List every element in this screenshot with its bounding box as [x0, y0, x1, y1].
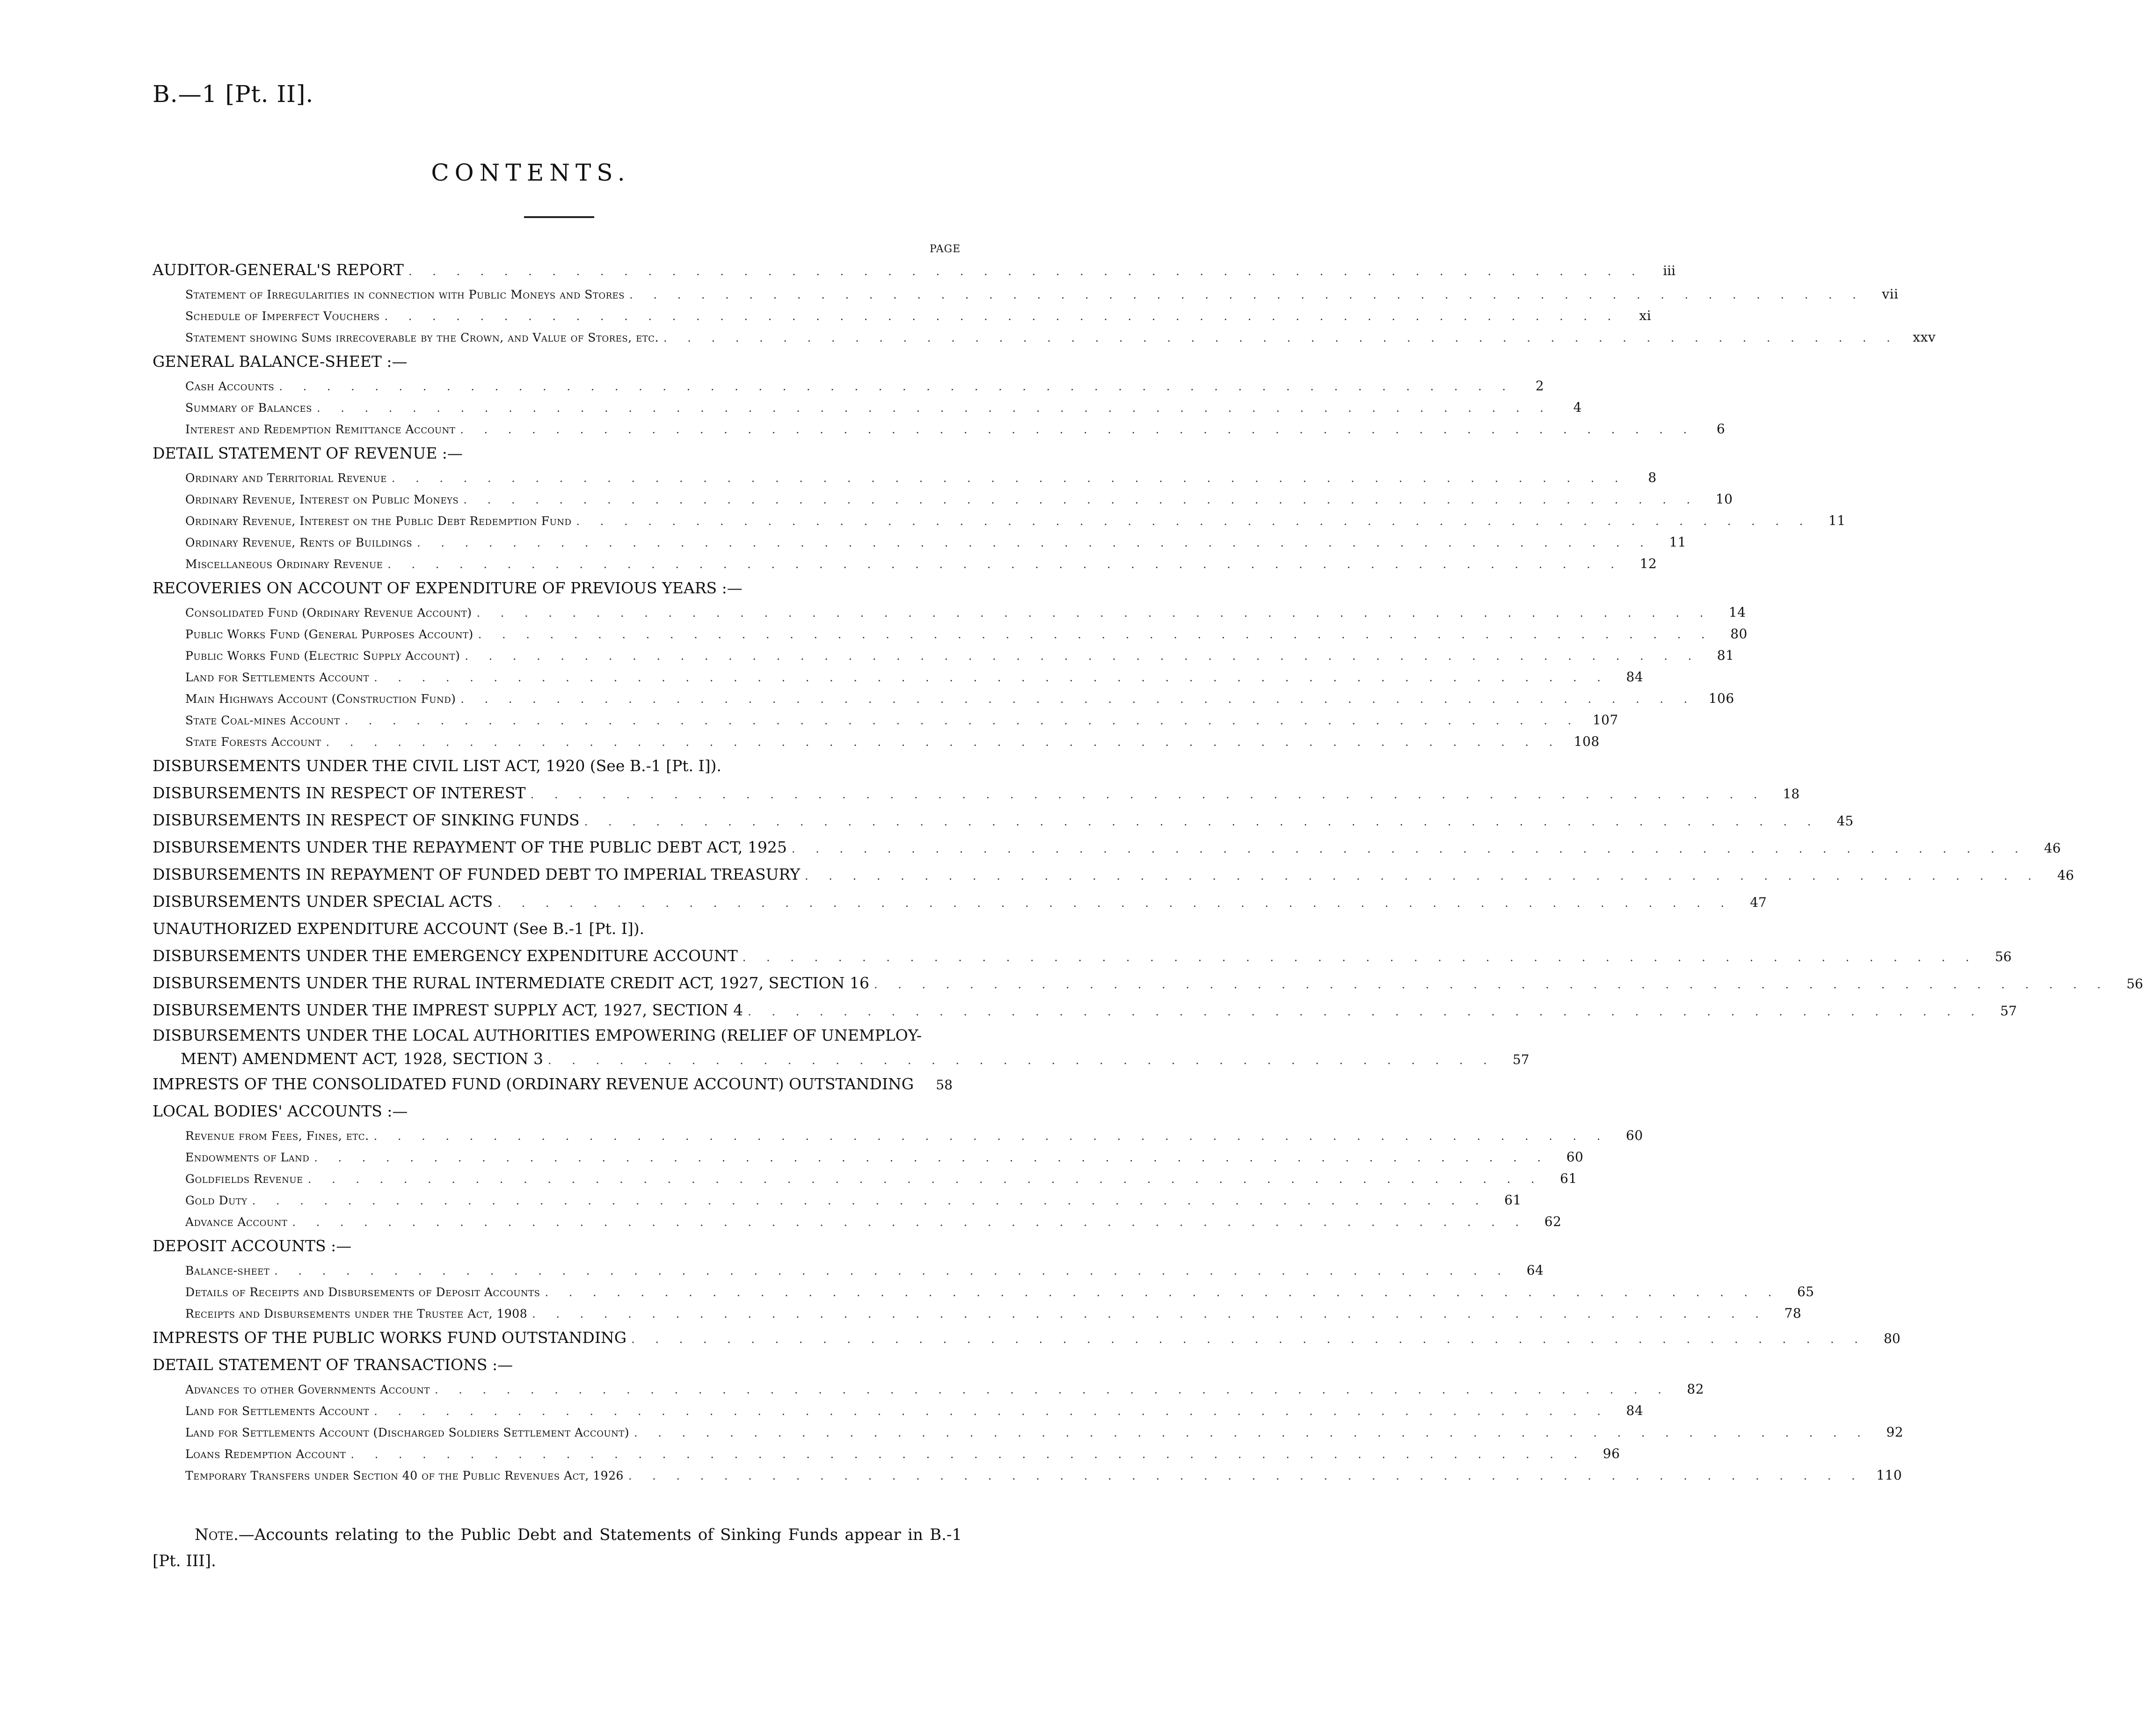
contents-entry [153, 305, 1652, 327]
entry-page-number: 14 [1728, 605, 1746, 620]
contents-entry [153, 731, 1600, 752]
leader-dots: . . . . . . . . . . . . . . . . . . . . . . . . . . . . . . . . . . . . . . . . . . . . . . . . . . . . [387, 558, 1623, 571]
contents-heading [153, 1071, 962, 1098]
leader-dots: . . . . . . . . . . . . . . . . . . . . . . . . . . . . . . . . . . . . . . . . . . . . . . . . . . . . [629, 288, 1865, 301]
contents-heading [153, 780, 1800, 807]
leader-dots: . . . . . . . . . . . . . . . . . . . . . . . . . . . . . . . . . . . . . . . . . . . . . . . . . . . . [314, 1151, 1550, 1164]
entry-label: DETAIL STATEMENT OF TRANSACTIONS :— [153, 1356, 513, 1374]
leader-dots: . . . . . . . . . . . . . . . . . . . . . . . . . . . . . . . . . . . . . . . . . . . . . . . . . . . . [805, 869, 2040, 883]
contents-entry [153, 1168, 1577, 1189]
entry-page-number: 56 [2126, 976, 2143, 992]
leader-dots: . . . . . . . . . . . . . . . . . . . . . . . . . . . . . . . . . . . . . . . . . . . . . . . . . . . . [663, 331, 1899, 344]
entry-page-number: 11 [1669, 534, 1687, 550]
contents-entry [153, 1211, 1562, 1233]
entry-label: Public Works Fund (Electric Supply Account) [185, 649, 460, 663]
page-column-label: PAGE [929, 243, 961, 255]
entry-page-number: 62 [1544, 1214, 1562, 1229]
leader-dots: . . . . . . . . . . . . . . . . . . . . . . . . . . . . . . . . . . . . . . . . . . . . . . . . . . . . [628, 1469, 1864, 1482]
note-lead: Note. [195, 1525, 239, 1544]
wrapped-entry-line2: MENT) AMENDMENT ACT, 1928, SECTION 3 [181, 1050, 544, 1068]
contents-heading [153, 1098, 962, 1125]
entry-page-number: 60 [1626, 1128, 1643, 1143]
entry-page-number: xxv [1913, 329, 1936, 345]
contents-entry [153, 467, 1657, 489]
leader-dots: . . . . . . . . . . . . . . . . . . . . . . . . . . . . . . . . . . . . . . . . . . . . . . . . . . . . [460, 423, 1696, 436]
title-rule [524, 216, 594, 218]
contents-heading [153, 834, 2061, 861]
entry-label: DEPOSIT ACCOUNTS :— [153, 1237, 352, 1255]
contents-heading [153, 807, 1854, 834]
contents-heading [153, 440, 962, 467]
entry-label: UNAUTHORIZED EXPENDITURE ACCOUNT (See B.-1 [Pt. I]). [153, 919, 645, 938]
entry-label: Ordinary Revenue, Rents of Buildings [185, 536, 413, 549]
contents-entry [153, 1379, 1704, 1400]
contents-entry [153, 1443, 1620, 1465]
entry-page-number: 65 [1797, 1284, 1814, 1299]
entry-page-number: 107 [1592, 712, 1618, 728]
contents-entry [153, 1281, 1814, 1303]
entry-page-number: 56 [1995, 949, 2012, 964]
document-reference: B.—1 [Pt. II]. [153, 80, 314, 108]
leader-dots: . . . . . . . . . . . . . . . . . . . . . . . . . . . . . . . . . . . . . . . . . . . . . . . . . . . . [344, 714, 1580, 727]
contents-heading [153, 1324, 1901, 1351]
entry-label: GENERAL BALANCE-SHEET :— [153, 352, 408, 371]
leader-dots: . . . . . . . . . . . . . . . . . . . . . . . . . . . . . . . . . . . . . . . . . . . . . . . . . . . . [476, 606, 1712, 620]
contents-entry [153, 510, 1846, 532]
leader-dots: . . . . . . . . . . . . . . . . . . . . . . . . . . . . . . . . . . . . . . . . . . . . . . . . . . . . [373, 1130, 1609, 1143]
entry-page-number: 47 [1750, 895, 1767, 910]
entry-label: DETAIL STATEMENT OF REVENUE :— [153, 444, 463, 462]
contents-entry [153, 284, 1899, 305]
entry-label: Schedule of Imperfect Vouchers [185, 309, 380, 323]
leader-dots: . . . . . . . . . . . . . . . . . . . . . . . . . . . . . . . . . . . . . . . . . . . . . . . . . . . . [292, 1216, 1528, 1229]
entry-label: Endowments of Land [185, 1151, 310, 1164]
entry-label: DISBURSEMENTS UNDER THE IMPREST SUPPLY ACT, 1927, SECTION 4 [153, 1001, 743, 1019]
entry-label: AUDITOR-GENERAL'S REPORT [153, 261, 404, 279]
leader-dots: . . . . . . . . . . . . . . . . . . . . . . . . . . . . . . . . . . . . . . . . . . . . . . . . . . . . [384, 310, 1620, 323]
entry-page-number: 106 [1708, 691, 1734, 706]
leader-dots: . . . . . . . . . . . . . . . . . . . . . . . . . . . . . . . . . . . . . . . . . . . . . . . . . . . . [408, 265, 1644, 278]
entry-label: DISBURSEMENTS UNDER THE CIVIL LIST ACT, 1920 (See B.-1 [Pt. I]). [153, 757, 721, 775]
leader-dots: . . . . . . . . . . . . . . . . . . . . . . . . . . . . . . . . . . . . . . . . . . . . . . . . . . . . [748, 1005, 1983, 1018]
leader-dots: . . . . . . . . . . . . . . . . . . . . . . . . . . . . . . . . . . . . . . . . . . . . . . . . . . . . [274, 1264, 1510, 1277]
leader-dots: . . . . . . . . . . . . . . . . . . . . . . . . . . . . . . . . . . . . . . . . . . . . . . . . . . . . [307, 1173, 1543, 1186]
entry-label: LOCAL BODIES' ACCOUNTS :— [153, 1102, 408, 1120]
entry-label: DISBURSEMENTS IN RESPECT OF SINKING FUNDS [153, 811, 580, 829]
entry-label: Ordinary and Territorial Revenue [185, 471, 387, 485]
entry-label: Miscellaneous Ordinary Revenue [185, 557, 383, 571]
contents-entry [153, 1146, 1584, 1168]
contents-entry [153, 645, 1734, 666]
entry-page-number: 8 [1648, 470, 1657, 485]
entry-label: Advances to other Governments Account [185, 1383, 430, 1396]
entry-label: DISBURSEMENTS IN REPAYMENT OF FUNDED DEBT TO IMPERIAL TREASURY [153, 865, 801, 883]
leader-dots: . . . . . . . . . . . . . . . . . . . . . . . . . . . . . . . . . . . . . . . . . . . . . . . . . . . . [874, 978, 2109, 991]
entry-label: Land for Settlements Account (Discharged Soldiers Settlement Account) [185, 1426, 630, 1439]
leader-dots: . . . . . . . . . . . . . . . . . . . . . . . . . . . . . . . . . . . . . . . . . . . . . . . . . . . . [374, 671, 1609, 684]
contents-heading [153, 348, 962, 375]
leader-dots: . . . . . . . . . . . . . . . . . . . . . . . . . . . . . . . . . . . . . . . . . . . . . . . . . . . . [317, 401, 1552, 415]
entry-label: Ordinary Revenue, Interest on Public Moneys [185, 493, 459, 506]
contents-entry [153, 623, 1748, 645]
entry-label: Summary of Balances [185, 401, 312, 415]
leader-dots: . . . . . . . . . . . . . . . . . . . . . . . . . . . . . . . . . . . . . . . . [548, 1054, 1495, 1067]
entry-label: Ordinary Revenue, Interest on the Public Debt Redemption Fund [185, 514, 572, 528]
leader-dots: . . . . . . . . . . . . . . . . . . . . . . . . . . . . . . . . . . . . . . . . . . . . . . . . . . . . [465, 649, 1700, 663]
entry-page-number: 58 [936, 1077, 953, 1093]
contents-list [153, 256, 2143, 1486]
contents-entry [153, 1465, 1902, 1486]
entry-label: Statement showing Sums irrecoverable by the Crown, and Value of Stores, etc. [185, 331, 659, 344]
entry-label: DISBURSEMENTS UNDER SPECIAL ACTS [153, 892, 493, 911]
entry-page-number: 84 [1626, 1403, 1644, 1418]
leader-dots: . . . . . . . . . . . . . . . . . . . . . . . . . . . . . . . . . . . . . . . . . . . . . . . . . . . . [374, 1405, 1609, 1418]
contents-heading [153, 915, 962, 942]
entry-page-number: 11 [1828, 513, 1846, 528]
contents-entry [153, 1303, 1802, 1324]
entry-page-number: 110 [1876, 1467, 1902, 1483]
entry-page-number: 82 [1687, 1381, 1704, 1397]
entry-label: Temporary Transfers under Section 40 of the Public Revenues Act, 1926 [185, 1469, 624, 1482]
entry-page-number: 18 [1783, 786, 1800, 802]
entry-label: DISBURSEMENTS IN RESPECT OF INTEREST [153, 784, 526, 802]
entry-page-number: 92 [1886, 1424, 1904, 1440]
entry-label: DISBURSEMENTS UNDER THE RURAL INTERMEDIATE CREDIT ACT, 1927, SECTION 16 [153, 974, 869, 992]
contents-entry [153, 1400, 1644, 1422]
entry-page-number: 78 [1784, 1306, 1802, 1321]
entry-label: Receipts and Disbursements under the Trustee Act, 1908 [185, 1307, 528, 1320]
contents-entry [153, 1260, 1544, 1281]
entry-label: State Forests Account [185, 735, 321, 749]
entry-label: Consolidated Fund (Ordinary Revenue Account) [185, 606, 472, 620]
leader-dots: . . . . . . . . . . . . . . . . . . . . . . . . . . . . . . . . . . . . . . . . . . . . . . . . . . . . [252, 1194, 1487, 1207]
entry-page-number: 80 [1730, 626, 1748, 642]
entry-label: Advance Account [185, 1215, 288, 1229]
entry-label: RECOVERIES ON ACCOUNT OF EXPENDITURE OF PREVIOUS YEARS :— [153, 579, 743, 597]
entry-label: Goldfields Revenue [185, 1172, 303, 1186]
entry-page-number: 64 [1526, 1262, 1544, 1278]
leader-dots: . . . . . . . . . . . . . . . . . . . . . . . . . . . . . . . . . . . . . . . . . . . . . . . . . . . . [530, 788, 1766, 801]
leader-dots: . . . . . . . . . . . . . . . . . . . . . . . . . . . . . . . . . . . . . . . . . . . . . . . . . . . . [791, 842, 2027, 855]
entry-page-number: 84 [1626, 669, 1644, 685]
contents-heading [153, 888, 1767, 915]
leader-dots: . . . . . . . . . . . . . . . . . . . . . . . . . . . . . . . . . . . . . . . . . . . . . . . . . . . . [545, 1286, 1780, 1299]
leader-dots: . . . . . . . . . . . . . . . . . . . . . . . . . . . . . . . . . . . . . . . . . . . . . . . . . . . . [497, 897, 1733, 910]
contents-section-b [153, 1071, 1904, 1486]
contents-entry [153, 375, 1544, 397]
entry-page-number: 4 [1573, 400, 1582, 415]
entry-label: Statement of Irregularities in connection with Public Moneys and Stores [185, 288, 625, 301]
contents-entry [153, 1422, 1904, 1443]
entry-label: Details of Receipts and Disbursements of Deposit Accounts [185, 1285, 540, 1299]
note-text: —Accounts relating to the Public Debt and Statements of Sinking Funds appear in B.-1 [Pt. III]. [153, 1525, 962, 1570]
contents-entry [153, 532, 1687, 553]
entry-label: Gold Duty [185, 1194, 248, 1207]
entry-label: Revenue from Fees, Fines, etc. [185, 1129, 369, 1143]
leader-dots: . . . . . . . . . . . . . . . . . . . . . . . . . . . . . . . . . . . . . . . . . . . . . . . . . . . . [350, 1448, 1586, 1461]
entry-page-number: 57 [1512, 1052, 1530, 1067]
leader-dots: . . . . . . . . . . . . . . . . . . . . . . . . . . . . . . . . . . . . . . . . . . . . . . . . . . . . [576, 515, 1812, 528]
entry-page-number: 57 [2000, 1003, 2017, 1019]
entry-page-number: 46 [2044, 840, 2061, 856]
contents-heading [153, 970, 2143, 997]
leader-dots: . . . . . . . . . . . . . . . . . . . . . . . . . . . . . . . . . . . . . . . . . . . . . . . . . . . . [463, 493, 1699, 506]
contents-entry [153, 709, 1618, 731]
contents-entry [153, 489, 1733, 510]
contents-entry [153, 327, 1936, 348]
contents-heading [153, 575, 962, 602]
leader-dots: . . . . . . . . . . . . . . . . . . . . . . . . . . . . . . . . . . . . . . . . . . . . . . . . . . . . [417, 536, 1652, 549]
entry-page-number: 80 [1884, 1331, 1901, 1346]
entry-label: State Coal-mines Account [185, 714, 340, 727]
contents-heading [153, 256, 1676, 284]
entry-label: IMPRESTS OF THE CONSOLIDATED FUND (ORDINARY REVENUE ACCOUNT) OUTSTANDING [153, 1075, 914, 1093]
contents-heading [153, 752, 962, 780]
entry-page-number: 2 [1535, 378, 1544, 394]
contents-entry [153, 1125, 1643, 1146]
leader-dots: . . . . . . . . . . . . . . . . . . . . . . . . . . . . . . . . . . . . . . . . . . . . . . . . . . . . [532, 1307, 1767, 1320]
entry-label: DISBURSEMENTS UNDER THE EMERGENCY EXPENDITURE ACCOUNT [153, 947, 738, 965]
entry-label: Loans Redemption Account [185, 1447, 346, 1461]
contents-entry [153, 688, 1734, 709]
contents-heading [153, 1351, 962, 1379]
entry-page-number: 61 [1504, 1192, 1522, 1208]
contents-heading [153, 1233, 962, 1260]
entry-label: Main Highways Account (Construction Fund) [185, 692, 456, 706]
entry-page-number: 108 [1573, 734, 1600, 749]
footnote [153, 1522, 962, 1574]
contents-section-a [153, 256, 2143, 1024]
contents-heading [153, 997, 2017, 1024]
leader-dots: . . . . . . . . . . . . . . . . . . . . . . . . . . . . . . . . . . . . . . . . . . . . . . . . . . . . [634, 1426, 1869, 1439]
page-title: CONTENTS. [431, 159, 631, 186]
wrapped-entry-line2-row [153, 1047, 1530, 1071]
entry-page-number: 81 [1717, 648, 1734, 663]
contents-entry [153, 602, 1746, 623]
leader-dots: . . . . . . . . . . . . . . . . . . . . . . . . . . . . . . . . . . . . . . . . . . . . . . . . . . . . [478, 628, 1713, 641]
entry-page-number: 45 [1836, 813, 1854, 829]
leader-dots: . . . . . . . . . . . . . . . . . . . . . . . . . . . . . . . . . . . . . . . . . . . . . . . . . . . . [279, 380, 1514, 393]
leader-dots: . . . . . . . . . . . . . . . . . . . . . . . . . . . . . . . . . . . . . . . . . . . . . . . . . . . . [460, 693, 1696, 706]
leader-dots: . . . . . . . . . . . . . . . . . . . . . . . . . . . . . . . . . . . . . . . . . . . . . . . . . . . . [631, 1333, 1866, 1346]
entry-label: Land for Settlements Account [185, 1404, 370, 1418]
leader-dots: . . . . . . . . . . . . . . . . . . . . . . . . . . . . . . . . . . . . . . . . . . . . . . . . . . . . [391, 472, 1627, 485]
contents-heading [153, 861, 2074, 888]
entry-label: Cash Accounts [185, 379, 275, 393]
entry-page-number: 6 [1716, 421, 1726, 437]
contents-heading [153, 942, 2012, 970]
leader-dots: . . . . . . . . . . . . . . . . . . . . . . . . . . . . . . . . . . . . . . . . . . . . . . . . . . . . [434, 1383, 1670, 1396]
entry-page-number: vii [1882, 286, 1899, 302]
contents-entry [153, 666, 1644, 688]
contents-entry [153, 418, 1726, 440]
entry-label: Land for Settlements Account [185, 671, 370, 684]
leader-dots: . . . . . . . . . . . . . . . . . . . . . . . . . . . . . . . . . . . . . . . . . . . . . . . . . . . . [326, 736, 1561, 749]
entry-page-number: xi [1639, 308, 1652, 323]
entry-page-number: iii [1663, 263, 1676, 278]
leader-dots: . . . . . . . . . . . . . . . . . . . . . . . . . . . . . . . . . . . . . . . . . . . . . . . . . . . . [584, 815, 1820, 828]
entry-label: Balance-sheet [185, 1264, 270, 1277]
contents-entry [153, 397, 1582, 418]
leader-dots: . . . . . . . . . . . . . . . . . . . . . . . . . . . . . . . . . . . . . . . . . . . . . . . . . . . . [742, 951, 1978, 964]
contents-entry-wrapped [153, 1024, 1530, 1071]
entry-page-number: 10 [1715, 491, 1733, 507]
contents-entry [153, 553, 1657, 575]
entry-page-number: 60 [1566, 1149, 1584, 1165]
entry-label: IMPRESTS OF THE PUBLIC WORKS FUND OUTSTANDING [153, 1328, 627, 1347]
entry-label: DISBURSEMENTS UNDER THE REPAYMENT OF THE PUBLIC DEBT ACT, 1925 [153, 838, 787, 856]
entry-page-number: 61 [1560, 1171, 1577, 1186]
entry-page-number: 96 [1602, 1446, 1620, 1461]
entry-page-number: 46 [2057, 868, 2074, 883]
entry-label: Interest and Redemption Remittance Account [185, 423, 456, 436]
contents-entry [153, 1189, 1522, 1211]
entry-label: Public Works Fund (General Purposes Account) [185, 627, 473, 641]
wrapped-entry-line1: DISBURSEMENTS UNDER THE LOCAL AUTHORITIES EMPOWERING (RELIEF OF UNEMPLOY- [153, 1026, 922, 1044]
entry-page-number: 12 [1639, 556, 1657, 571]
